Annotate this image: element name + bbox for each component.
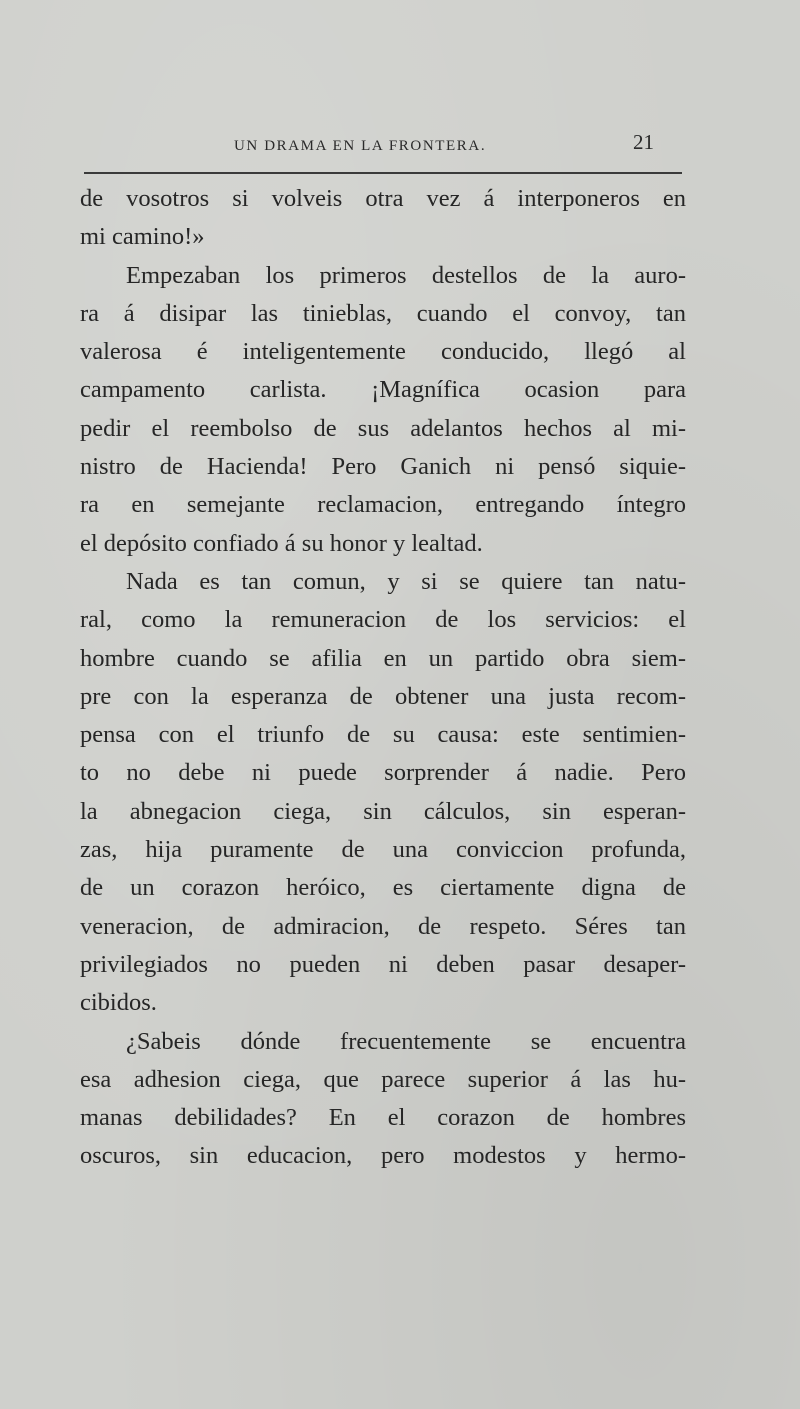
text-line: veneracion, de admiracion, de respeto. Séres tan <box>80 912 686 940</box>
text-line: ral, como la remuneracion de los servicios: el <box>80 606 686 634</box>
text-line: pre con la esperanza de obtener una justa recom- <box>80 682 686 710</box>
text-line: ra á disipar las tinieblas, cuando el convoy, tan <box>80 299 686 327</box>
text-line: nistro de Hacienda! Pero Ganich ni pensó siquie- <box>80 453 686 481</box>
text-line: campamento carlista. ¡Magnífica ocasion para <box>80 376 686 404</box>
text-line: ¿Sabeis dónde frecuentemente se encuentra <box>126 1027 686 1055</box>
text-line: pedir el reembolso de sus adelantos hechos al mi- <box>80 414 686 442</box>
text-line: privilegiados no pueden ni deben pasar desaper- <box>80 950 686 978</box>
text-line: de un corazon heróico, es ciertamente digna de <box>80 874 686 902</box>
running-head: UN DRAMA EN LA FRONTERA. <box>234 138 487 154</box>
text-line: oscuros, sin educacion, pero modestos y hermo- <box>80 1142 686 1170</box>
text-line: ra en semejante reclamacion, entregando íntegro <box>80 491 686 519</box>
body-text <box>80 180 686 1176</box>
text-line: esa adhesion ciega, que parece superior á las hu- <box>80 1065 686 1093</box>
text-line: cibidos. <box>80 989 157 1017</box>
text-line: zas, hija puramente de una conviccion profunda, <box>80 836 686 864</box>
text-line: Nada es tan comun, y si se quiere tan natu- <box>126 567 686 595</box>
text-line: manas debilidades? En el corazon de hombres <box>80 1104 686 1132</box>
text-line: valerosa é inteligentemente conducido, llegó al <box>80 338 686 366</box>
text-line: de vosotros si volveis otra vez á interponeros en <box>80 185 686 212</box>
text-line: la abnegacion ciega, sin cálculos, sin esperan- <box>80 797 686 825</box>
text-line: pensa con el triunfo de su causa: este sentimien- <box>80 721 686 749</box>
text-line: mi camino!» <box>80 223 205 251</box>
text-line: el depósito confiado á su honor y lealtad. <box>80 529 483 557</box>
header-rule <box>84 172 682 174</box>
page-header <box>84 128 684 162</box>
text-line: Empezaban los primeros destellos de la auro- <box>126 261 686 289</box>
text-line: to no debe ni puede sorprender á nadie. Pero <box>80 759 686 787</box>
text-line: hombre cuando se afilia en un partido obra siem- <box>80 644 686 672</box>
page-number: 21 <box>633 130 654 154</box>
